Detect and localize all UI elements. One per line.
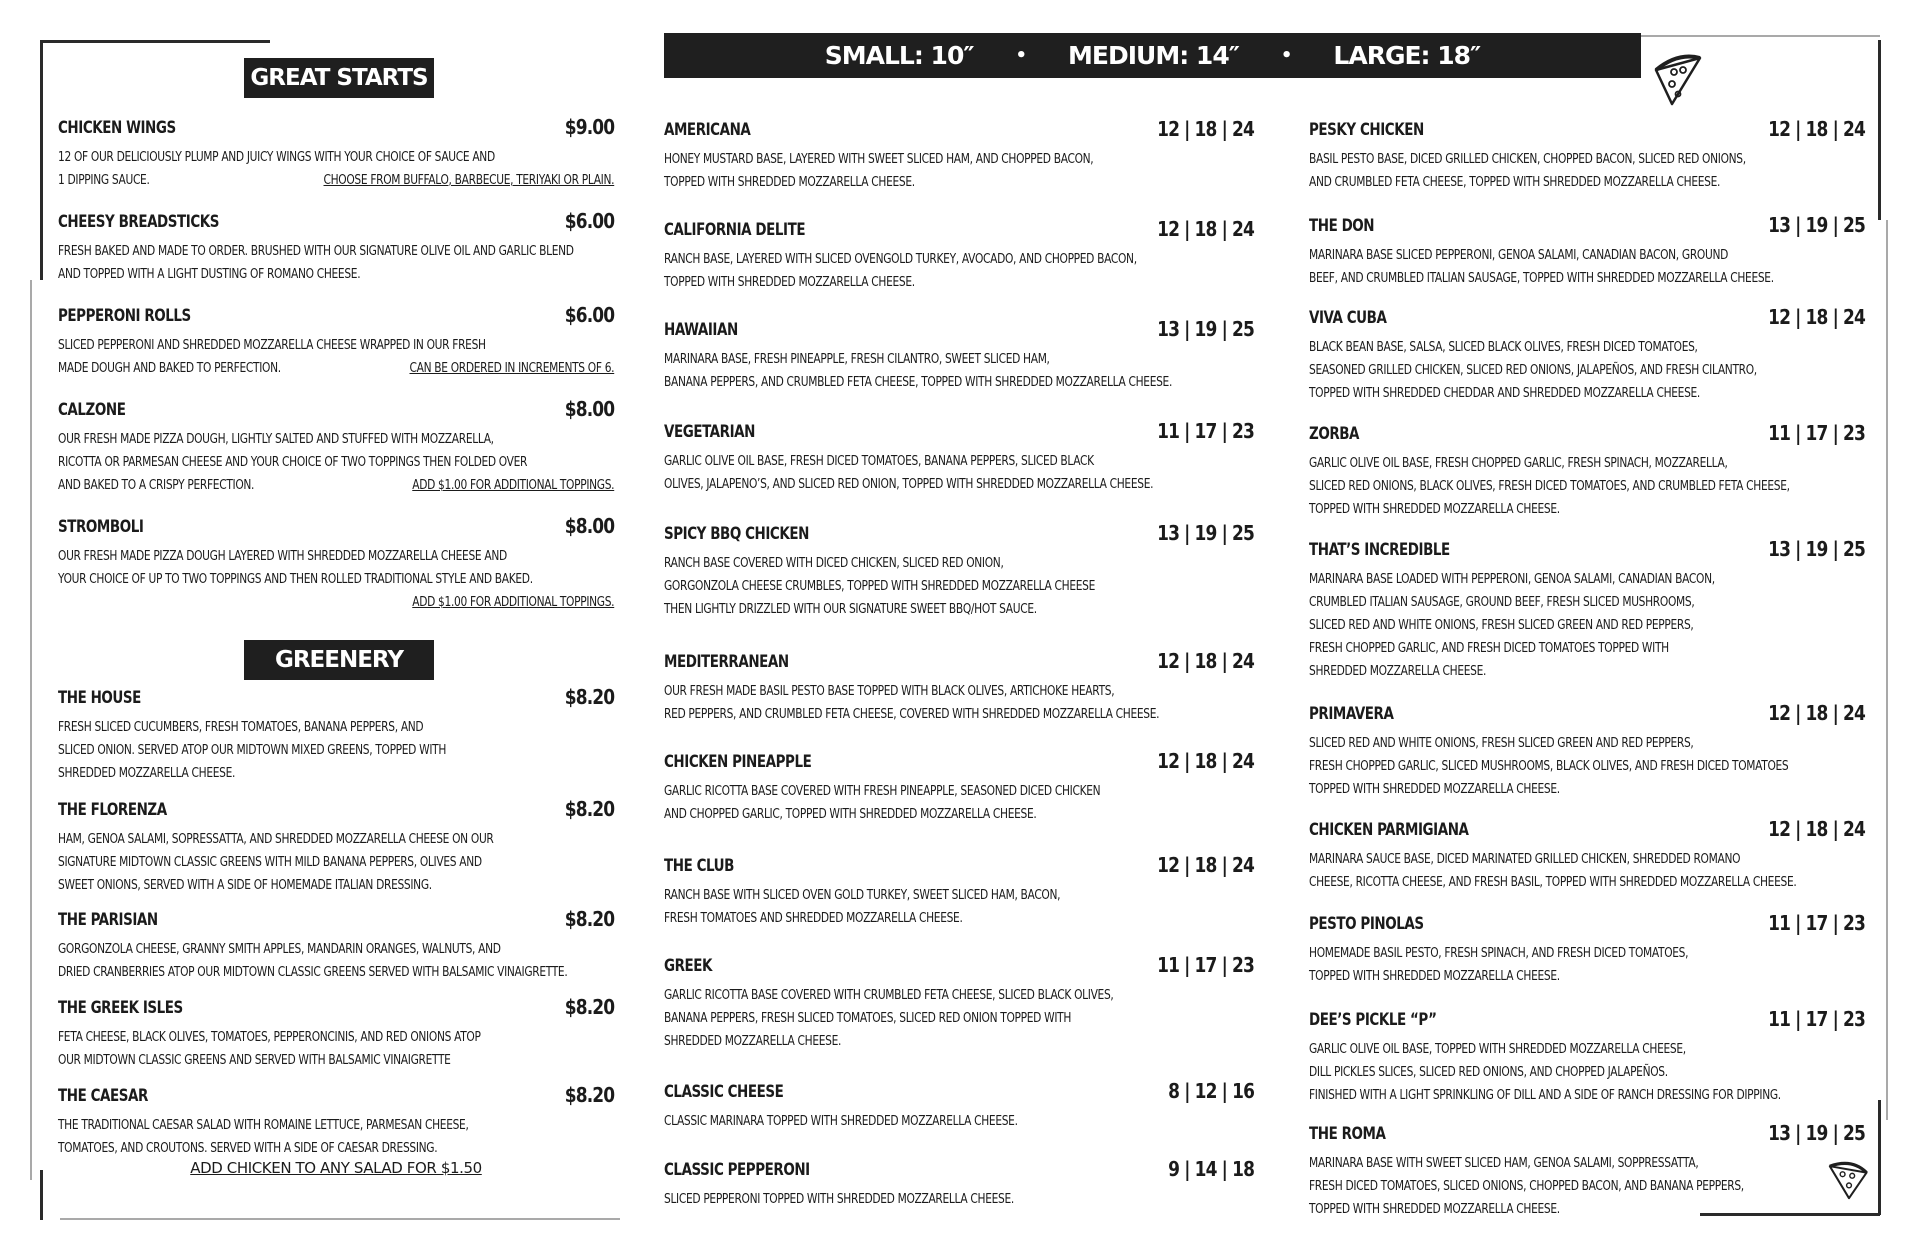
frame-left-bottom-corner xyxy=(40,1170,43,1220)
pizza-chicken-parmigiana xyxy=(1309,817,1865,894)
desc-line: RED PEPPERS, AND CRUMBLED FETA CHEESE, COVERED WITH SHREDDED MOZZARELLA CHEESE. xyxy=(664,707,1160,722)
item-name: THE PARISIAN xyxy=(58,910,158,930)
desc-line xyxy=(58,357,614,380)
menu-item-calzone xyxy=(58,397,615,497)
item-price: $9.00 xyxy=(564,115,614,139)
item-price: $8.00 xyxy=(564,397,614,421)
item-name: CHEESY BREADSTICKS xyxy=(58,212,220,232)
desc-line: SLICED PEPPERONI AND SHREDDED MOZZARELLA CHEESE WRAPPED IN OUR FRESH xyxy=(58,338,486,353)
item-price: 12 | 18 | 24 xyxy=(1157,853,1254,877)
item-price: 11 | 17 | 23 xyxy=(1768,1007,1865,1031)
desc-line: FRESH DICED TOMATOES, SLICED ONIONS, CHOPPED BACON, AND BANANA PEPPERS, xyxy=(1309,1179,1744,1194)
frame-top-right xyxy=(1640,35,1880,37)
item-price: 13 | 19 | 25 xyxy=(1768,537,1865,561)
item-name: VEGETARIAN xyxy=(664,422,755,442)
desc-line: 12 OF OUR DELICIOUSLY PLUMP AND JUICY WINGS WITH YOUR CHOICE OF SAUCE AND xyxy=(58,150,495,165)
desc-line: OUR FRESH MADE PIZZA DOUGH LAYERED WITH SHREDDED MOZZARELLA CHEESE AND xyxy=(58,549,507,564)
desc-line: FRESH BAKED AND MADE TO ORDER. BRUSHED WITH OUR SIGNATURE OLIVE OIL AND GARLIC BLEND xyxy=(58,244,574,259)
menu-item-chicken-wings xyxy=(58,115,615,192)
desc-line: BASIL PESTO BASE, DICED GRILLED CHICKEN, CHOPPED BACON, SLICED RED ONIONS, xyxy=(1309,152,1746,167)
item-description xyxy=(1309,244,1865,290)
item-name: CALIFORNIA DELITE xyxy=(664,220,806,240)
desc-line: SHREDDED MOZZARELLA CHEESE. xyxy=(664,1034,842,1049)
frame-right-gray xyxy=(1886,220,1888,1120)
desc-line: MARINARA BASE, FRESH PINEAPPLE, FRESH CILANTRO, SWEET SLICED HAM, xyxy=(664,352,1050,367)
desc-line: FRESH SLICED CUCUMBERS, FRESH TOMATOES, BANANA PEPPERS, AND xyxy=(58,720,424,735)
desc-line: AND CRUMBLED FETA CHEESE, TOPPED WITH SHREDDED MOZZARELLA CHEESE. xyxy=(1309,175,1721,190)
pizza-viva-cuba xyxy=(1309,305,1865,405)
item-description xyxy=(664,148,1254,194)
desc-line: SLICED RED AND WHITE ONIONS, FRESH SLICED GREEN AND RED PEPPERS, xyxy=(1309,618,1694,633)
desc-text: MADE DOUGH AND BAKED TO PERFECTION. xyxy=(58,361,281,376)
size-banner xyxy=(664,33,1641,78)
item-description xyxy=(664,884,1254,930)
item-description xyxy=(1309,942,1865,988)
item-price: $6.00 xyxy=(564,303,614,327)
item-description xyxy=(664,450,1254,496)
desc-line: OUR FRESH MADE BASIL PESTO BASE TOPPED WITH BLACK OLIVES, ARTICHOKE HEARTS, xyxy=(664,684,1115,699)
desc-line: SLICED RED AND WHITE ONIONS, FRESH SLICED GREEN AND RED PEPPERS, xyxy=(1309,736,1694,751)
pizza-mediterranean xyxy=(664,649,1254,726)
desc-line: TOMATOES, AND CROUTONS. SERVED WITH A SIDE OF CAESAR DRESSING. xyxy=(58,1141,438,1156)
item-name: THE CLUB xyxy=(664,856,734,876)
menu-item-the-greek-isles xyxy=(58,995,614,1072)
desc-line: TOPPED WITH SHREDDED CHEDDAR AND SHREDDED MOZZARELLA CHEESE. xyxy=(1309,386,1700,401)
item-price: 12 | 18 | 24 xyxy=(1157,749,1254,773)
pizza-greek xyxy=(664,953,1254,1053)
item-description xyxy=(664,1110,1254,1133)
desc-line: RANCH BASE WITH SLICED OVEN GOLD TURKEY, SWEET SLICED HAM, BACON, xyxy=(664,888,1061,903)
pizza-chicken-pineapple xyxy=(664,749,1254,826)
desc-line: MARINARA BASE WITH SWEET SLICED HAM, GENOA SALAMI, SOPPRESSATTA, xyxy=(1309,1156,1699,1171)
item-price: $8.00 xyxy=(564,514,614,538)
item-name: PEPPERONI ROLLS xyxy=(58,306,191,326)
item-name: AMERICANA xyxy=(664,120,751,140)
item-price: 12 | 18 | 24 xyxy=(1768,117,1865,141)
desc-line: SLICED RED ONIONS, BLACK OLIVES, FRESH DICED TOMATOES, AND CRUMBLED FETA CHEESE, xyxy=(1309,479,1790,494)
desc-line: SHREDDED MOZZARELLA CHEESE. xyxy=(1309,664,1487,679)
desc-line: MARINARA BASE LOADED WITH PEPPERONI, GENOA SALAMI, CANADIAN BACON, xyxy=(1309,572,1715,587)
item-description xyxy=(58,545,614,614)
item-name: SPICY BBQ CHICKEN xyxy=(664,524,809,544)
item-price: 11 | 17 | 23 xyxy=(1768,421,1865,445)
item-price: 12 | 18 | 24 xyxy=(1768,817,1865,841)
desc-line: CLASSIC MARINARA TOPPED WITH SHREDDED MOZZARELLA CHEESE. xyxy=(664,1114,1018,1129)
item-name: THE GREEK ISLES xyxy=(58,998,183,1018)
item-description xyxy=(1309,336,1865,405)
desc-line: TOPPED WITH SHREDDED MOZZARELLA CHEESE. xyxy=(664,175,915,190)
item-description xyxy=(58,828,614,897)
desc-line: RANCH BASE, LAYERED WITH SLICED OVENGOLD TURKEY, AVOCADO, AND CHOPPED BACON, xyxy=(664,252,1137,267)
desc-line: TOPPED WITH SHREDDED MOZZARELLA CHEESE. xyxy=(1309,969,1560,984)
item-name: PESTO PINOLAS xyxy=(1309,914,1424,934)
menu-item-the-florenza xyxy=(58,797,614,897)
item-description xyxy=(58,334,614,380)
desc-line: FRESH CHOPPED GARLIC, AND FRESH DICED TOMATOES TOPPED WITH xyxy=(1309,641,1669,656)
item-name: PRIMAVERA xyxy=(1309,704,1394,724)
desc-line: GORGONZOLA CHEESE, GRANNY SMITH APPLES, MANDARIN ORANGES, WALNUTS, AND xyxy=(58,942,501,957)
desc-line: CHEESE, RICOTTA CHEESE, AND FRESH BASIL, TOPPED WITH SHREDDED MOZZARELLA CHEESE. xyxy=(1309,875,1797,890)
item-description xyxy=(58,240,614,286)
desc-line: GARLIC OLIVE OIL BASE, TOPPED WITH SHREDDED MOZZARELLA CHEESE, xyxy=(1309,1042,1686,1057)
pizza-pesky-chicken xyxy=(1309,117,1865,194)
desc-line: SWEET ONIONS, SERVED WITH A SIDE OF HOMEMADE ITALIAN DRESSING. xyxy=(58,878,432,893)
item-price: 11 | 17 | 23 xyxy=(1157,953,1254,977)
item-name: THAT’S INCREDIBLE xyxy=(1309,540,1450,560)
desc-line: GARLIC OLIVE OIL BASE, FRESH DICED TOMATOES, BANANA PEPPERS, SLICED BLACK xyxy=(664,454,1094,469)
item-description xyxy=(1309,848,1865,894)
item-name: CALZONE xyxy=(58,400,126,420)
pizza-slice-icon xyxy=(1650,50,1710,110)
pizza-classic-cheese xyxy=(664,1079,1254,1133)
item-description xyxy=(664,552,1254,621)
size-medium: MEDIUM: 14″ xyxy=(1068,41,1239,70)
desc-line: BANANA PEPPERS, AND CRUMBLED FETA CHEESE, TOPPED WITH SHREDDED MOZZARELLA CHEESE. xyxy=(664,375,1173,390)
desc-line: SLICED PEPPERONI TOPPED WITH SHREDDED MOZZARELLA CHEESE. xyxy=(664,1192,1014,1207)
pizza-pesto-pinolas xyxy=(1309,911,1865,988)
item-price: 9 | 14 | 18 xyxy=(1168,1157,1254,1181)
menu-item-the-parisian xyxy=(58,907,614,984)
item-name: CHICKEN WINGS xyxy=(58,118,176,138)
frame-top-left xyxy=(40,40,270,43)
item-description xyxy=(1309,452,1865,521)
frame-right-vertical xyxy=(1878,40,1881,220)
desc-line: GARLIC RICOTTA BASE COVERED WITH CRUMBLED FETA CHEESE, SLICED BLACK OLIVES, xyxy=(664,988,1114,1003)
size-separator: • xyxy=(1015,45,1027,66)
desc-line: HONEY MUSTARD BASE, LAYERED WITH SWEET SLICED HAM, AND CHOPPED BACON, xyxy=(664,152,1094,167)
desc-line: HOMEMADE BASIL PESTO, FRESH SPINACH, AND FRESH DICED TOMATOES, xyxy=(1309,946,1689,961)
item-description xyxy=(58,1026,614,1072)
item-name: CLASSIC PEPPERONI xyxy=(664,1160,810,1180)
section-title-greenery: GREENERY xyxy=(244,640,434,680)
item-description xyxy=(1309,1152,1865,1221)
item-price: 11 | 17 | 23 xyxy=(1157,419,1254,443)
desc-line: MARINARA SAUCE BASE, DICED MARINATED GRILLED CHICKEN, SHREDDED ROMANO xyxy=(1309,852,1741,867)
pizza-thats-incredible xyxy=(1309,537,1865,683)
desc-line: RICOTTA OR PARMESAN CHEESE AND YOUR CHOICE OF TWO TOPPINGS THEN FOLDED OVER xyxy=(58,455,528,470)
item-description xyxy=(664,984,1254,1053)
desc-line: THE TRADITIONAL CAESAR SALAD WITH ROMAINE LETTUCE, PARMESAN CHEESE, xyxy=(58,1118,469,1133)
item-name: CHICKEN PARMIGIANA xyxy=(1309,820,1469,840)
item-price: $8.20 xyxy=(564,797,614,821)
pizza-california-delite xyxy=(664,217,1254,294)
item-description xyxy=(664,1188,1254,1211)
item-price: 12 | 18 | 24 xyxy=(1157,117,1254,141)
desc-line: DRIED CRANBERRIES ATOP OUR MIDTOWN CLASSIC GREENS SERVED WITH BALSAMIC VINAIGRETTE. xyxy=(58,965,568,980)
pizza-the-don xyxy=(1309,213,1865,290)
item-name: CLASSIC CHEESE xyxy=(664,1082,784,1102)
desc-line: FINISHED WITH A LIGHT SPRINKLING OF DILL AND A SIDE OF RANCH DRESSING FOR DIPPING. xyxy=(1309,1088,1781,1103)
pizza-vegetarian xyxy=(664,419,1254,496)
item-name: THE ROMA xyxy=(1309,1124,1386,1144)
item-name: GREEK xyxy=(664,956,713,976)
item-price: $6.00 xyxy=(564,209,614,233)
desc-line: FETA CHEESE, BLACK OLIVES, TOMATOES, PEPPERONCINIS, AND RED ONIONS ATOP xyxy=(58,1030,481,1045)
item-price: 12 | 18 | 24 xyxy=(1768,701,1865,725)
item-name: STROMBOLI xyxy=(58,517,144,537)
desc-line: OUR MIDTOWN CLASSIC GREENS AND SERVED WITH BALSAMIC VINAIGRETTE xyxy=(58,1053,451,1068)
pizza-dees-pickle-p xyxy=(1309,1007,1865,1107)
desc-line: RANCH BASE COVERED WITH DICED CHICKEN, SLICED RED ONION, xyxy=(664,556,1004,571)
desc-line: SLICED ONION. SERVED ATOP OUR MIDTOWN MIXED GREENS, TOPPED WITH xyxy=(58,743,447,758)
item-price: 13 | 19 | 25 xyxy=(1768,1121,1865,1145)
item-description xyxy=(1309,1038,1865,1107)
desc-line: SHREDDED MOZZARELLA CHEESE. xyxy=(58,766,236,781)
desc-line: BLACK BEAN BASE, SALSA, SLICED BLACK OLIVES, FRESH DICED TOMATOES, xyxy=(1309,340,1698,355)
item-name: THE HOUSE xyxy=(58,688,141,708)
desc-line: MARINARA BASE SLICED PEPPERONI, GENOA SALAMI, CANADIAN BACON, GROUND xyxy=(1309,248,1728,263)
item-description xyxy=(664,680,1254,726)
pizza-americana xyxy=(664,117,1254,194)
desc-line: TOPPED WITH SHREDDED MOZZARELLA CHEESE. xyxy=(664,275,915,290)
item-price: 12 | 18 | 24 xyxy=(1157,649,1254,673)
menu-item-cheesy-breadsticks xyxy=(58,209,614,286)
pizza-the-club xyxy=(664,853,1254,930)
frame-left-gray xyxy=(30,280,32,1180)
item-note: ADD $1.00 FOR ADDITIONAL TOPPINGS. xyxy=(412,478,615,493)
item-description xyxy=(1309,732,1865,801)
desc-line xyxy=(58,169,614,192)
item-name: DEE’S PICKLE “P” xyxy=(1309,1010,1437,1030)
desc-line: HAM, GENOA SALAMI, SOPRESSATTA, AND SHREDDED MOZZARELLA CHEESE ON OUR xyxy=(58,832,494,847)
item-price: $8.20 xyxy=(564,907,614,931)
item-note: ADD $1.00 FOR ADDITIONAL TOPPINGS. xyxy=(412,595,615,610)
item-note: CHOOSE FROM BUFFALO, BARBECUE, TERIYAKI OR PLAIN. xyxy=(323,173,615,188)
pizza-zorba xyxy=(1309,421,1865,521)
desc-line: GORGONZOLA CHEESE CRUMBLES, TOPPED WITH SHREDDED MOZZARELLA CHEESE xyxy=(664,579,1096,594)
pizza-the-roma xyxy=(1309,1121,1865,1221)
desc-line: AND TOPPED WITH A LIGHT DUSTING OF ROMANO CHEESE. xyxy=(58,267,361,282)
size-small: SMALL: 10″ xyxy=(824,41,974,70)
item-price: 12 | 18 | 24 xyxy=(1768,305,1865,329)
desc-line: GARLIC RICOTTA BASE COVERED WITH FRESH PINEAPPLE, SEASONED DICED CHICKEN xyxy=(664,784,1101,799)
menu-item-the-caesar xyxy=(58,1083,614,1160)
item-description xyxy=(58,716,614,785)
item-description xyxy=(1309,148,1865,194)
desc-line: THEN LIGHTLY DRIZZLED WITH OUR SIGNATURE SWEET BBQ/HOT SAUCE. xyxy=(664,602,1037,617)
desc-line: OLIVES, JALAPENO’S, AND SLICED RED ONION, TOPPED WITH SHREDDED MOZZARELLA CHEESE. xyxy=(664,477,1154,492)
frame-left-vertical xyxy=(40,40,43,280)
item-price: 12 | 18 | 24 xyxy=(1157,217,1254,241)
desc-line: AND CHOPPED GARLIC, TOPPED WITH SHREDDED MOZZARELLA CHEESE. xyxy=(664,807,1037,822)
item-name: THE CAESAR xyxy=(58,1086,148,1106)
desc-line: FRESH TOMATOES AND SHREDDED MOZZARELLA CHEESE. xyxy=(664,911,963,926)
item-name: ZORBA xyxy=(1309,424,1360,444)
menu-item-stromboli xyxy=(58,514,615,614)
item-description xyxy=(58,428,614,497)
item-description xyxy=(664,780,1254,826)
pizza-primavera xyxy=(1309,701,1865,801)
desc-line: SEASONED GRILLED CHICKEN, SLICED RED ONIONS, JALAPEÑOS, AND FRESH CILANTRO, xyxy=(1309,363,1757,378)
item-description xyxy=(58,146,614,192)
desc-line: TOPPED WITH SHREDDED MOZZARELLA CHEESE. xyxy=(1309,502,1560,517)
desc-line: SIGNATURE MIDTOWN CLASSIC GREENS WITH MILD BANANA PEPPERS, OLIVES AND xyxy=(58,855,482,870)
size-separator: • xyxy=(1280,45,1292,66)
size-large: LARGE: 18″ xyxy=(1333,41,1481,70)
desc-line: BEEF, AND CRUMBLED ITALIAN SAUSAGE, TOPPED WITH SHREDDED MOZZARELLA CHEESE. xyxy=(1309,271,1774,286)
desc-line: GARLIC OLIVE OIL BASE, FRESH CHOPPED GARLIC, FRESH SPINACH, MOZZARELLA, xyxy=(1309,456,1728,471)
salad-addon-note: ADD CHICKEN TO ANY SALAD FOR $1.50 xyxy=(190,1159,482,1177)
desc-line: BANANA PEPPERS, FRESH SLICED TOMATOES, SLICED RED ONION TOPPED WITH xyxy=(664,1011,1072,1026)
menu-item-the-house xyxy=(58,685,614,785)
item-description xyxy=(58,1114,614,1160)
item-name: PESKY CHICKEN xyxy=(1309,120,1424,140)
item-name: HAWAIIAN xyxy=(664,320,738,340)
desc-line: TOPPED WITH SHREDDED MOZZARELLA CHEESE. xyxy=(1309,782,1560,797)
frame-bottom-left xyxy=(60,1218,620,1220)
pizza-hawaiian xyxy=(664,317,1254,394)
item-price: 13 | 19 | 25 xyxy=(1768,213,1865,237)
item-name: CHICKEN PINEAPPLE xyxy=(664,752,812,772)
pizza-spicy-bbq-chicken xyxy=(664,521,1254,621)
item-name: MEDITERRANEAN xyxy=(664,652,789,672)
item-description xyxy=(664,348,1254,394)
desc-line: FRESH CHOPPED GARLIC, SLICED MUSHROOMS, BLACK OLIVES, AND FRESH DICED TOMATOES xyxy=(1309,759,1789,774)
item-note: CAN BE ORDERED IN INCREMENTS OF 6. xyxy=(409,361,615,376)
item-price: 8 | 12 | 16 xyxy=(1168,1079,1254,1103)
item-description xyxy=(58,938,614,984)
item-name: THE FLORENZA xyxy=(58,800,167,820)
item-description xyxy=(664,248,1254,294)
desc-line: OUR FRESH MADE PIZZA DOUGH, LIGHTLY SALTED AND STUFFED WITH MOZZARELLA, xyxy=(58,432,494,447)
desc-line: CRUMBLED ITALIAN SAUSAGE, GROUND BEEF, FRESH SLICED MUSHROOMS, xyxy=(1309,595,1695,610)
item-price: $8.20 xyxy=(564,995,614,1019)
item-price: 13 | 19 | 25 xyxy=(1157,317,1254,341)
desc-text: AND BAKED TO A CRISPY PERFECTION. xyxy=(58,478,255,493)
menu-item-pepperoni-rolls xyxy=(58,303,615,380)
item-price: $8.20 xyxy=(564,1083,614,1107)
item-price: $8.20 xyxy=(564,685,614,709)
frame-right-bottom-corner xyxy=(1878,1100,1881,1215)
item-name: VIVA CUBA xyxy=(1309,308,1387,328)
desc-line: YOUR CHOICE OF UP TO TWO TOPPINGS AND THEN ROLLED TRADITIONAL STYLE AND BAKED. xyxy=(58,572,533,587)
item-price: 11 | 17 | 23 xyxy=(1768,911,1865,935)
desc-line: DILL PICKLES SLICES, SLICED RED ONIONS, AND CHOPPED JALAPEÑOS. xyxy=(1309,1065,1668,1080)
desc-line xyxy=(58,591,614,614)
item-name: THE DON xyxy=(1309,216,1375,236)
item-price: 13 | 19 | 25 xyxy=(1157,521,1254,545)
desc-line xyxy=(58,474,614,497)
pizza-classic-pepperoni xyxy=(664,1157,1254,1211)
desc-line: TOPPED WITH SHREDDED MOZZARELLA CHEESE. xyxy=(1309,1202,1560,1217)
section-title-great-starts: GREAT STARTS xyxy=(244,58,434,98)
item-description xyxy=(1309,568,1865,683)
desc-text: 1 DIPPING SAUCE. xyxy=(58,173,150,188)
